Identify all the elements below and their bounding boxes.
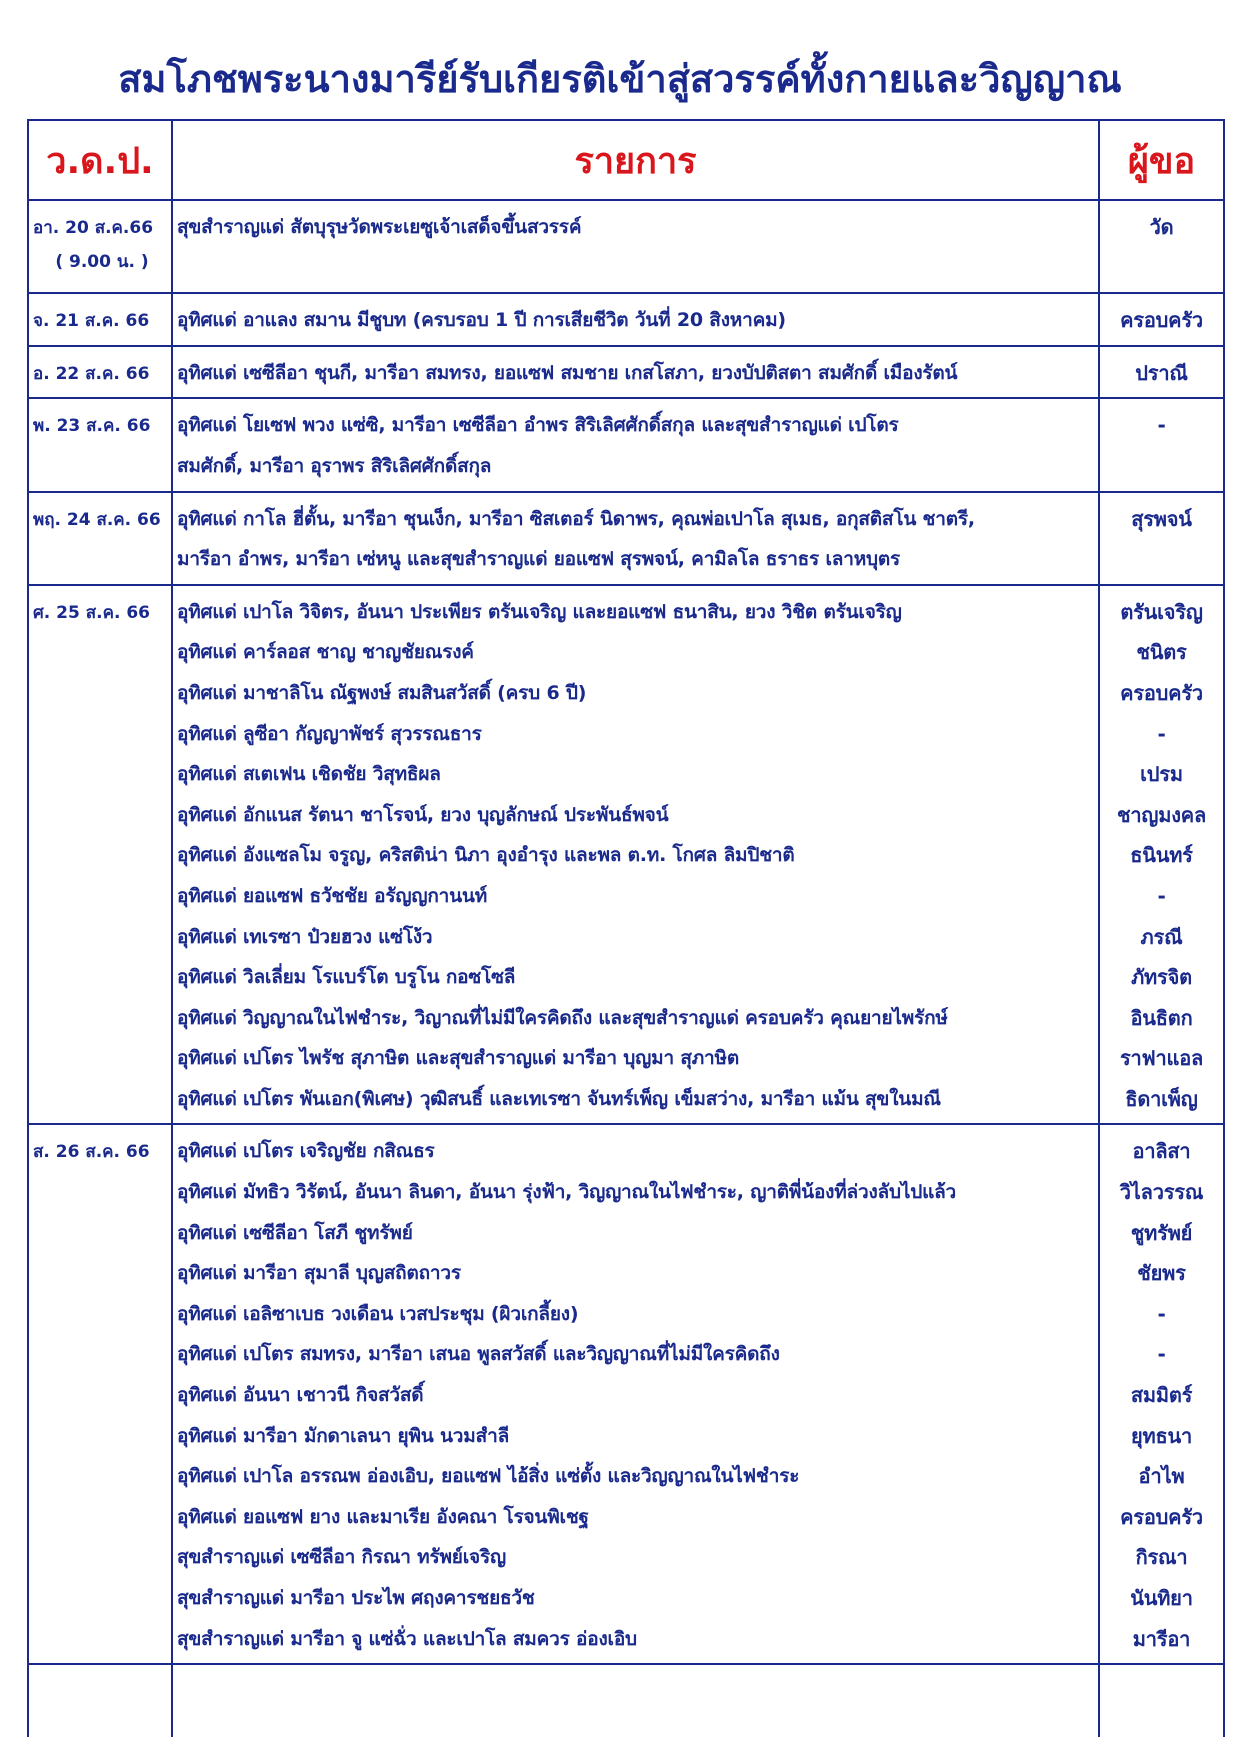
intention-line: อุทิศแด่ อาแลง สมาน มีชูบท (ครบรอบ 1 ปี การเสียชีวิต วันที่ 20 สิงหาคม) <box>177 309 786 332</box>
intention-line: สุขสำราญแด่ สัตบุรุษวัดพระเยซูเจ้าเสด็จขึ้นสวรรค์ <box>177 216 582 238</box>
intention-line: อุทิศแด่ เปโตร สมทรง, มารีอา เสนอ พูลสวัสดิ์ และวิญญาณที่ไม่มีใครคิดถึง <box>177 1343 780 1366</box>
requester-name: ภรณี <box>1140 924 1183 949</box>
intention-line: อุทิศแด่ มารีอา มักดาเลนา ยุพิน นวมสำลี <box>177 1424 510 1447</box>
intention-line: อุทิศแด่ สเตเฟน เชิดชัย วิสุทธิผล <box>177 763 441 786</box>
requester-name: ครอบครัว <box>1120 1504 1203 1529</box>
requester-name: ครอบครัว <box>1120 308 1203 333</box>
requester-name: สมมิตร์ <box>1130 1383 1193 1408</box>
requester-name: อินธิตก <box>1130 1005 1193 1030</box>
intention-line: อุทิศแด่ เปาโล อรรณพ อ่องเอิบ, ยอแซฟ ไอ้สิ่ง แซ่ตั้ง และวิญญาณในไฟชำระ <box>177 1465 800 1488</box>
table-body <box>28 200 1224 1664</box>
intention-line: อุทิศแด่ ลูซีอา กัญญาพัชร์ สุวรรณธาร <box>177 722 482 745</box>
row-date: จ. 21 ส.ค. 66 <box>33 311 150 332</box>
table-row <box>28 492 1224 585</box>
requester-name: ธนินทร์ <box>1130 843 1193 868</box>
row-date-cell <box>28 346 172 399</box>
spacer-line <box>177 248 1098 289</box>
row-items-cell <box>172 200 1099 293</box>
requester-name: มารีอา <box>1132 1626 1191 1651</box>
requester-name: ชูทรัพย์ <box>1130 1220 1193 1245</box>
intention-line: สมศักดิ์, มารีอา อุราพร สิริเลิศศักดิ์สกุล <box>177 454 492 477</box>
table-row <box>28 398 1224 491</box>
intention-line: อุทิศแด่ เซซีลีอา โสภี ชูทรัพย์ <box>177 1221 413 1244</box>
requester-name: ภัทรจิต <box>1131 965 1192 990</box>
intention-line: อุทิศแด่ ยอแซฟ ธวัชชัย อรัญญกานนท์ <box>177 884 488 907</box>
requester-name: นันทิยา <box>1130 1586 1193 1610</box>
header-requester: ผู้ขอ <box>1099 120 1224 200</box>
requester-name: สุรพจน์ <box>1131 506 1192 531</box>
intention-line: อุทิศแด่ เปาโล วิจิตร, อันนา ประเพียร ตรันเจริญ และยอแซฟ ธนาสิน, ยวง วิชิต ตรันเจริญ <box>177 600 902 623</box>
table-row <box>28 346 1224 399</box>
row-requester-cell <box>1099 293 1224 346</box>
row-date: อา. 20 ส.ค.66 <box>33 218 154 238</box>
page-title: สมโภชพระนางมารีย์รับเกียรติเข้าสู่สวรรค์ทั้งกายและวิญญาณ <box>118 57 1122 101</box>
requester-name: กิรณา <box>1135 1545 1188 1570</box>
row-date: ศ. 25 ส.ค. 66 <box>33 602 150 623</box>
requester-name: ชนิตร <box>1136 640 1187 665</box>
requester-name: อาลิสา <box>1132 1139 1191 1164</box>
blank-row <box>28 1664 1224 1737</box>
intention-line: อุทิศแด่ เปโตร ไพรัช สุภาษิต และสุขสำราญแด่ มารีอา บุญมา สุภาษิต <box>177 1047 739 1070</box>
intention-line: อุทิศแด่ ยอแซฟ ยาง และมาเรีย อังคณา โรจนพิเชฐ <box>177 1505 589 1528</box>
row-requester-cell <box>1099 200 1224 293</box>
row-requester-cell <box>1099 492 1224 585</box>
row-items-cell <box>172 1124 1099 1664</box>
requester-name: ราฟาแอล <box>1119 1046 1204 1071</box>
intention-line: สุขสำราญแด่ เซซีลีอา กิรณา ทรัพย์เจริญ <box>177 1546 506 1569</box>
intention-line: อุทิศแด่ เทเรซา ป๋วยฮวง แซ่โง้ว <box>177 925 433 948</box>
blank-cell <box>1099 1664 1224 1737</box>
row-date-cell <box>28 1124 172 1664</box>
requester-name: ชัยพร <box>1137 1261 1186 1286</box>
intention-line: อุทิศแด่ อันนา เชาวนี กิจสวัสดิ์ <box>177 1384 424 1407</box>
intention-line: อุทิศแด่ อักแนส รัตนา ชาโรจน์, ยวง บุญลักษณ์ ประพันธ์พจน์ <box>177 803 669 826</box>
row-date: ส. 26 ส.ค. 66 <box>33 1142 150 1163</box>
row-requester-cell <box>1099 585 1224 1125</box>
table-header-row <box>28 120 1224 200</box>
row-date-cell <box>28 200 172 293</box>
requester-name: อำไพ <box>1138 1464 1185 1489</box>
intention-line: อุทิศแด่ มัทธิว วิรัตน์, อันนา ลินดา, อันนา รุ่งฟ้า, วิญญาณในไฟชำระ, ญาติพี่น้องที่ล่วงลับไปแล้ว <box>177 1181 957 1204</box>
row-items-cell <box>172 492 1099 585</box>
requester-name: ตรันเจริญ <box>1120 599 1203 624</box>
row-date: พ. 23 ส.ค. 66 <box>33 416 151 437</box>
row-date-cell <box>28 492 172 585</box>
intention-line: อุทิศแด่ เอลิซาเบธ วงเดือน เวสประชุม (ผิวเกลี้ยง) <box>177 1302 579 1325</box>
blank-cell <box>28 1664 172 1737</box>
requester-name: ครอบครัว <box>1120 680 1203 705</box>
row-items-cell <box>172 398 1099 491</box>
intention-line: อุทิศแด่ มาชาลิโน ณัฐพงษ์ สมสินสวัสดิ์ (ครบ 6 ปี) <box>177 681 587 704</box>
intention-line: อุทิศแด่ คาร์ลอส ชาญ ชาญชัยณรงค์ <box>177 641 474 664</box>
intention-line: มารีอา อำพร, มารีอา เซ่หนู และสุขสำราญแด่ ยอแซฟ สุรพจน์, คามิลโล ธราธร เลาหบุตร <box>177 548 901 571</box>
intention-line: อุทิศแด่ โยเซฟ พวง แซ่ซิ, มารีอา เซซีลีอา อำพร สิริเลิศศักดิ์สกุล และสุขสำราญแด่ เปโตร <box>177 414 899 437</box>
requester-name: - <box>1157 1301 1166 1326</box>
intention-line: อุทิศแด่ มารีอา สุมาลี บุญสถิตถาวร <box>177 1262 461 1285</box>
blank-cell <box>172 1664 1099 1737</box>
table-row <box>28 293 1224 346</box>
row-items-cell <box>172 585 1099 1125</box>
requester-name: - <box>1157 721 1166 746</box>
header-items: รายการ <box>172 120 1099 200</box>
requester-name: วัด <box>1149 215 1174 239</box>
requester-name: ธิดาเพ็ญ <box>1125 1086 1198 1111</box>
table-row <box>28 200 1224 293</box>
row-items-cell <box>172 346 1099 399</box>
intention-line: สุขสำราญแด่ มารีอา จู แซ่ฉั่ว และเปาโล สมควร อ่องเอิบ <box>177 1627 637 1650</box>
requester-name: วิไลวรรณ <box>1119 1180 1204 1205</box>
row-date-cell <box>28 585 172 1125</box>
intention-line: อุทิศแด่ วิญญาณในไฟชำระ, วิญาณที่ไม่มีใครคิดถึง และสุขสำราญแด่ ครอบครัว คุณยายไพรักษ์ <box>177 1006 948 1029</box>
requester-name: ยุทธนา <box>1130 1423 1192 1448</box>
requester-name: - <box>1157 413 1166 438</box>
row-date-cell <box>28 398 172 491</box>
row-date: อ. 22 ส.ค. 66 <box>33 363 150 384</box>
row-time: ( 9.00 น. ) <box>55 252 149 272</box>
requester-name: ปราณี <box>1135 360 1188 385</box>
intention-line: อุทิศแด่ เปโตร เจริญชัย กสิณธร <box>177 1140 435 1163</box>
requester-name: - <box>1157 1342 1166 1367</box>
intention-line: อุทิศแด่ วิลเลี่ยม โรแบร์โต บรูโน กอซโซลี <box>177 966 516 989</box>
table-row <box>28 585 1224 1125</box>
mass-intentions-table <box>27 119 1225 1737</box>
row-date-cell <box>28 293 172 346</box>
requester-name: เปรม <box>1140 762 1183 787</box>
row-requester-cell <box>1099 346 1224 399</box>
intention-line: อุทิศแด่ กาโล ฮี่ตั้น, มารีอา ชุนเง็ก, มารีอา ซิสเตอร์ นิดาพร, คุณพ่อเปาโล สุเมธ, อกุสติสโน ชาตรี, <box>177 507 975 530</box>
row-requester-cell <box>1099 1124 1224 1664</box>
row-requester-cell <box>1099 398 1224 491</box>
intention-line: อุทิศแด่ เซซีลีอา ชุนกี, มารีอา สมทรง, ยอแซฟ สมชาย เกสโสภา, ยวงบัปติสตา สมศักดิ์ เมืองรัตน์ <box>177 361 958 384</box>
table-row <box>28 1124 1224 1664</box>
intention-line: อุทิศแด่ อังแซลโม จรูญ, คริสติน่า นิภา อุงอำรุง และพล ต.ท. โกศล ลิมปิชาติ <box>177 844 795 867</box>
row-items-cell <box>172 293 1099 346</box>
header-date: ว.ด.ป. <box>28 120 172 200</box>
row-date: พฤ. 24 ส.ค. 66 <box>33 509 161 530</box>
requester-name: - <box>1157 883 1166 908</box>
intention-line: สุขสำราญแด่ มารีอา ประไพ ศฤงคารชยธวัช <box>177 1587 535 1609</box>
intention-line: อุทิศแด่ เปโตร พันเอก(พิเศษ) วุฒิสนธิ์ และเทเรซา จันทร์เพ็ญ เข็มสว่าง, มารีอา แม้น สุขในมณี <box>177 1087 941 1110</box>
requester-name: ชาญมงคล <box>1116 802 1207 827</box>
